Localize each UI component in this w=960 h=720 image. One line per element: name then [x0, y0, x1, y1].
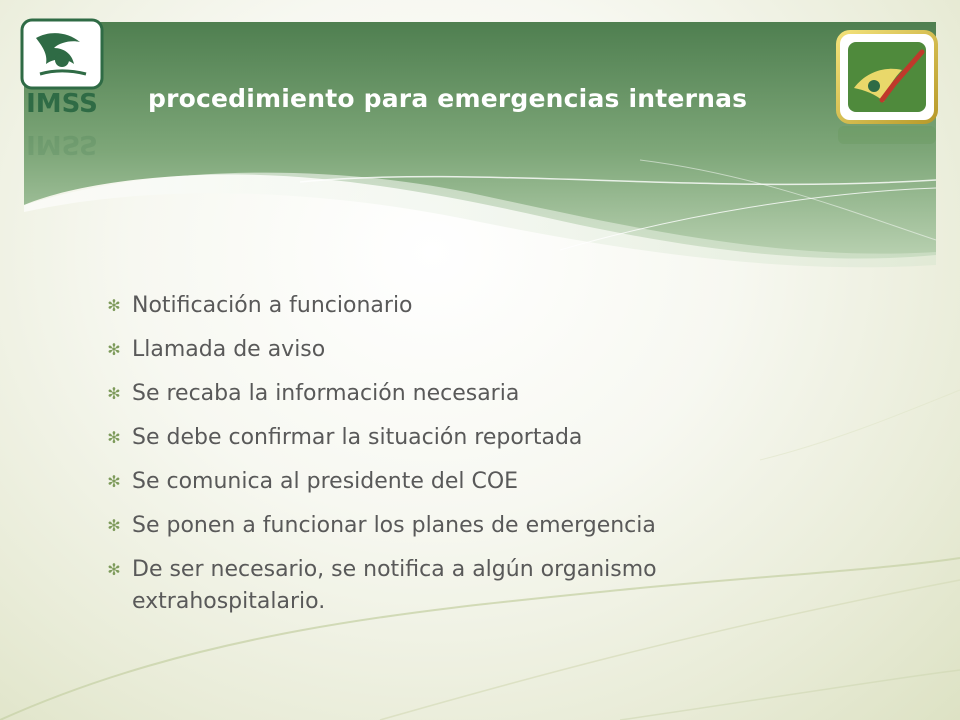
bullet-asterisk-icon: ✻	[107, 516, 121, 535]
header-band	[0, 0, 960, 280]
imss-logo	[10, 14, 114, 159]
emblem-logo	[836, 30, 938, 148]
bullet-list-container	[104, 290, 824, 630]
bullet-asterisk-icon: ✻	[107, 560, 121, 579]
bullet-item	[104, 510, 824, 542]
bullet-item	[104, 554, 824, 618]
bullet-item	[104, 378, 824, 410]
bullet-text: Se recaba la información necesaria	[132, 381, 520, 406]
bullet-text: Llamada de aviso	[132, 337, 326, 362]
bullet-asterisk-icon: ✻	[107, 384, 121, 403]
imss-logo-reflection: IMSS	[26, 129, 98, 159]
bullet-text: Notificación a funcionario	[132, 293, 413, 318]
bullet-text: Se debe confirmar la situación reportada	[132, 425, 583, 450]
bullet-item	[104, 334, 824, 366]
bullet-list	[104, 290, 824, 618]
bullet-item	[104, 422, 824, 454]
bullet-text: De ser necesario, se notifica a algún organismo extrahospitalario.	[132, 557, 657, 614]
bullet-asterisk-icon: ✻	[107, 296, 121, 315]
bullet-asterisk-icon: ✻	[107, 472, 121, 491]
bullet-text: Se ponen a funcionar los planes de emergencia	[132, 513, 656, 538]
bullet-asterisk-icon: ✻	[107, 428, 121, 447]
bullet-asterisk-icon: ✻	[107, 340, 121, 359]
bullet-item	[104, 466, 824, 498]
slide-title: procedimiento para emergencias internas	[148, 84, 748, 113]
bullet-text: Se comunica al presidente del COE	[132, 469, 519, 494]
imss-logo-text: IMSS	[26, 89, 98, 119]
bullet-item	[104, 290, 824, 322]
